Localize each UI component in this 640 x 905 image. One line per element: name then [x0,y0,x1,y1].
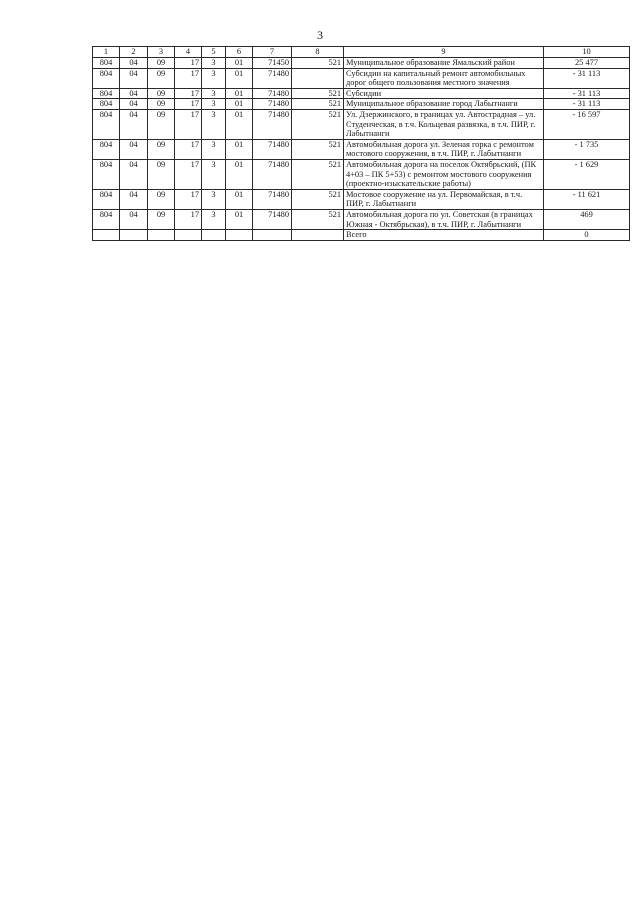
page-number: 3 [317,28,323,42]
table-cell-c5: 3 [202,189,226,209]
table-cell-c6: 01 [226,88,253,99]
table-cell-c3: 09 [148,189,175,209]
table-cell-c6: 01 [226,159,253,189]
table-cell-c7: 71480 [253,139,292,159]
table-cell-c1: 804 [93,139,120,159]
table-cell-c6: 01 [226,209,253,229]
table-cell-amount: 0 [544,230,630,241]
table-cell-c6 [226,230,253,241]
table-body [93,58,630,241]
column-header: 4 [175,47,202,58]
column-header: 5 [202,47,226,58]
table-cell-c6: 01 [226,58,253,69]
table-row [93,209,630,229]
table-cell-c1: 804 [93,58,120,69]
table-cell-c1: 804 [93,99,120,110]
table-cell-description: Ул. Дзержинского, в границах ул. Автострадная – ул. Студенческая, в т.ч. Кольцевая развязка, в т.ч. ПИР, г. Лабытнанги [344,109,544,139]
table-cell-c3: 09 [148,139,175,159]
column-header: 1 [93,47,120,58]
table-cell-amount: - 11 621 [544,189,630,209]
table-cell-c4: 17 [175,58,202,69]
table-cell-c1: 804 [93,189,120,209]
table-cell-c3: 09 [148,209,175,229]
table-row [93,68,630,88]
table-cell-c3: 09 [148,68,175,88]
table-cell-c5: 3 [202,109,226,139]
table-cell-c8 [292,68,344,88]
table-cell-c2: 04 [120,68,148,88]
table-cell-c1: 804 [93,109,120,139]
table-cell-c7: 71480 [253,209,292,229]
table-cell-c4: 17 [175,159,202,189]
table-cell-c6: 01 [226,99,253,110]
table-cell-c1: 804 [93,88,120,99]
table-cell-c5 [202,230,226,241]
table-cell-c5: 3 [202,58,226,69]
table-row [93,109,630,139]
table-cell-c5: 3 [202,68,226,88]
table-cell-c8: 521 [292,88,344,99]
table-cell-c6: 01 [226,139,253,159]
table-cell-c4 [175,230,202,241]
table-cell-c8: 521 [292,209,344,229]
budget-table [92,46,630,241]
table-cell-description: Автомобильная дорога по ул. Советская (в границах Южная - Октябрьская), в т.ч. ПИР, г. Лабытнанги [344,209,544,229]
table-cell-c7: 71480 [253,109,292,139]
column-header: 2 [120,47,148,58]
table-cell-description: Всего [344,230,544,241]
table-cell-description: Муниципальное образование Ямальский район [344,58,544,69]
table-cell-c7: 71450 [253,58,292,69]
column-header: 3 [148,47,175,58]
table-cell-description: Автомобильная дорога на поселок Октябрьский, (ПК 4+03 – ПК 5+53) с ремонтом мостового сооружения (проектно-изыскательские работы) [344,159,544,189]
table-cell-c3: 09 [148,109,175,139]
table-cell-c8: 521 [292,139,344,159]
table-cell-c3: 09 [148,99,175,110]
table-cell-c2: 04 [120,88,148,99]
table-cell-c7: 71480 [253,68,292,88]
table-cell-c2: 04 [120,159,148,189]
table-cell-c4: 17 [175,209,202,229]
table-cell-c3: 09 [148,88,175,99]
table-row [93,159,630,189]
table-cell-c2: 04 [120,189,148,209]
table-cell-c4: 17 [175,189,202,209]
table-cell-c7 [253,230,292,241]
table-cell-c8: 521 [292,99,344,110]
table-cell-c5: 3 [202,99,226,110]
table-cell-amount: - 31 113 [544,68,630,88]
table-row [93,88,630,99]
table-cell-c7: 71480 [253,159,292,189]
column-header: 8 [292,47,344,58]
table-row [93,99,630,110]
table-cell-c1 [93,230,120,241]
table-cell-amount: - 16 597 [544,109,630,139]
table-cell-c8: 521 [292,189,344,209]
table-cell-c2: 04 [120,109,148,139]
table-cell-amount: 469 [544,209,630,229]
table-cell-c4: 17 [175,109,202,139]
table-row [93,189,630,209]
table-cell-c1: 804 [93,68,120,88]
table-row [93,230,630,241]
table-cell-c7: 71480 [253,99,292,110]
table-cell-c3: 09 [148,159,175,189]
table-cell-c1: 804 [93,159,120,189]
table-cell-c1: 804 [93,209,120,229]
table-cell-amount: - 31 113 [544,88,630,99]
table-cell-amount: 25 477 [544,58,630,69]
table-cell-description: Мостовое сооружение на ул. Первомайская, в т.ч. ПИР, г. Лабытнанги [344,189,544,209]
table-cell-description: Субсидии [344,88,544,99]
table-cell-description: Субсидии на капитальный ремонт автомобильных дорог общего пользования местного значения [344,68,544,88]
table-cell-c8: 521 [292,159,344,189]
table-cell-description: Автомобильная дорога ул. Зеленая горка с ремонтом мостового сооружения, в т.ч. ПИР, г. Лабытнанги [344,139,544,159]
column-header: 7 [253,47,292,58]
table-cell-c6: 01 [226,109,253,139]
table-cell-c5: 3 [202,88,226,99]
table-cell-amount: - 31 113 [544,99,630,110]
column-header: 6 [226,47,253,58]
table-cell-c4: 17 [175,68,202,88]
table-cell-c7: 71480 [253,189,292,209]
table-cell-c8: 521 [292,109,344,139]
table-cell-c6: 01 [226,68,253,88]
table-row [93,58,630,69]
table-cell-c2 [120,230,148,241]
table-cell-c4: 17 [175,99,202,110]
table-cell-c6: 01 [226,189,253,209]
table-cell-c7: 71480 [253,88,292,99]
table-cell-description: Муниципальное образование город Лабытнанги [344,99,544,110]
table-cell-c2: 04 [120,209,148,229]
table-cell-c4: 17 [175,139,202,159]
table-cell-c3: 09 [148,58,175,69]
table-cell-c3 [148,230,175,241]
table-header-row [93,47,630,58]
table-cell-c2: 04 [120,139,148,159]
table-cell-c8 [292,230,344,241]
table-cell-c2: 04 [120,58,148,69]
table-cell-c5: 3 [202,139,226,159]
table-cell-c8: 521 [292,58,344,69]
column-header: 10 [544,47,630,58]
table-cell-c4: 17 [175,88,202,99]
column-header: 9 [344,47,544,58]
table-cell-c2: 04 [120,99,148,110]
table-cell-c5: 3 [202,159,226,189]
table-cell-amount: - 1 735 [544,139,630,159]
table-cell-c5: 3 [202,209,226,229]
table-row [93,139,630,159]
table-cell-amount: - 1 629 [544,159,630,189]
